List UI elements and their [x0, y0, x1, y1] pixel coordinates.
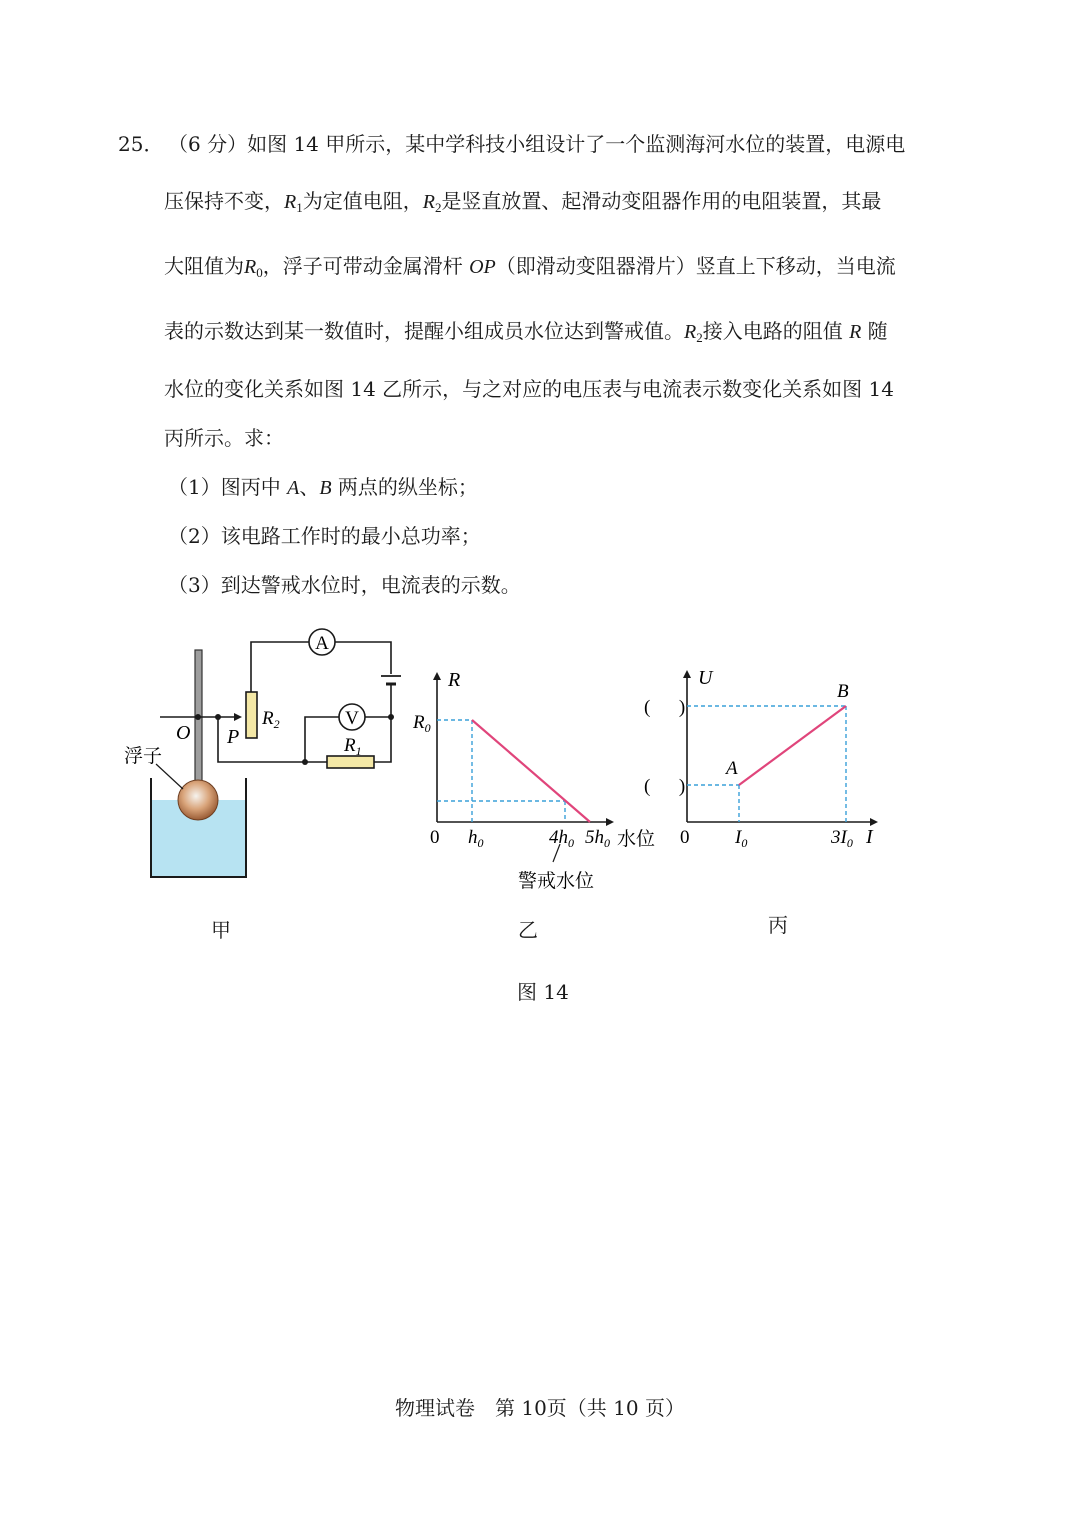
p-label: P	[227, 726, 240, 748]
caption-jia: 甲	[211, 918, 231, 942]
question-line-5: 水位的变化关系如图 14 乙所示，与之对应的电压表与电流表示数变化关系如图 14	[164, 377, 894, 401]
point-a-label: A	[726, 758, 738, 779]
var-r2: $R_2$	[422, 191, 442, 215]
var-r0: $R_0$	[244, 256, 263, 280]
r1-label: $R_1$	[344, 735, 362, 758]
var-r1: $R_1$	[284, 191, 303, 215]
figure-caption: 图 14	[517, 980, 569, 1004]
text: ，浮子可带动金属滑杆	[262, 254, 470, 278]
float-ball	[178, 780, 218, 820]
r2-label: $R_2$	[262, 708, 280, 731]
var-a: A	[287, 477, 300, 499]
text: 是竖直放置、起滑动变阻器作用的电阻装置，其最	[441, 189, 882, 213]
page-footer: 物理试卷 第 10页（共 10 页）	[395, 1396, 685, 1420]
bing-origin: 0	[680, 827, 690, 848]
yi-y-label: R	[448, 669, 461, 691]
voltmeter-label: V	[345, 708, 359, 729]
text: 、	[299, 475, 320, 499]
bing-i0-tick: $I_0$	[735, 827, 748, 850]
yi-origin: 0	[430, 827, 440, 848]
yi-r0-tick: $R_0$	[413, 712, 431, 735]
bing-blank-a: ( )	[644, 776, 686, 797]
point-b-label: B	[837, 681, 849, 702]
var-r: R	[849, 321, 862, 343]
text: 表的示数达到某一数值时，提醒小组成员水位达到警戒值。	[164, 319, 684, 343]
text: 随	[861, 319, 888, 343]
resistor-r2	[246, 692, 257, 738]
var-op: OP	[469, 256, 496, 278]
yi-5h0-tick: $5h_0$	[585, 827, 610, 850]
bing-3i0-tick: $3I_0$	[831, 827, 853, 850]
caption-yi: 乙	[518, 918, 538, 942]
text: （即滑动变阻器滑片）竖直上下移动，当电流	[495, 254, 896, 278]
bing-y-label: U	[698, 667, 713, 689]
o-label: O	[176, 722, 191, 744]
text: 接入电路的阻值	[702, 319, 850, 343]
bing-x-label: I	[866, 826, 873, 848]
text: 压保持不变，	[164, 189, 284, 213]
metal-rod	[195, 650, 202, 796]
text: 两点的纵坐标；	[331, 475, 478, 499]
yi-warning-note: 警戒水位	[518, 871, 595, 892]
yi-x-label: 水位	[617, 829, 656, 850]
text: 为定值电阻，	[302, 189, 423, 213]
question-line-1: （6 分）如图 14 甲所示，某中学科技小组设计了一个监测海河水位的装置，电源电	[168, 132, 906, 156]
question-number: 25．	[118, 132, 164, 156]
text: （1）图丙中	[168, 475, 288, 499]
var-r2: $R_2$	[684, 321, 703, 345]
float-label: 浮子	[124, 746, 163, 767]
fig-jia	[151, 629, 401, 877]
var-b: B	[319, 477, 332, 499]
sub-question-3: （3）到达警戒水位时，电流表的示数。	[168, 573, 521, 597]
yi-h0-tick: $h_0$	[468, 827, 484, 850]
resistor-r1	[327, 756, 374, 768]
graph-line-ui	[739, 706, 846, 785]
caption-bing: 丙	[768, 913, 788, 937]
bing-blank-b: ( )	[644, 697, 686, 718]
question-line-6: 丙所示。求：	[164, 426, 284, 450]
graph-line-r	[472, 720, 590, 822]
sub-question-2: （2）该电路工作时的最小总功率；	[168, 524, 481, 548]
text: 大阻值为	[164, 254, 244, 278]
yi-4h0-tick: $4h_0$	[549, 827, 574, 850]
ammeter-label: A	[315, 633, 329, 654]
